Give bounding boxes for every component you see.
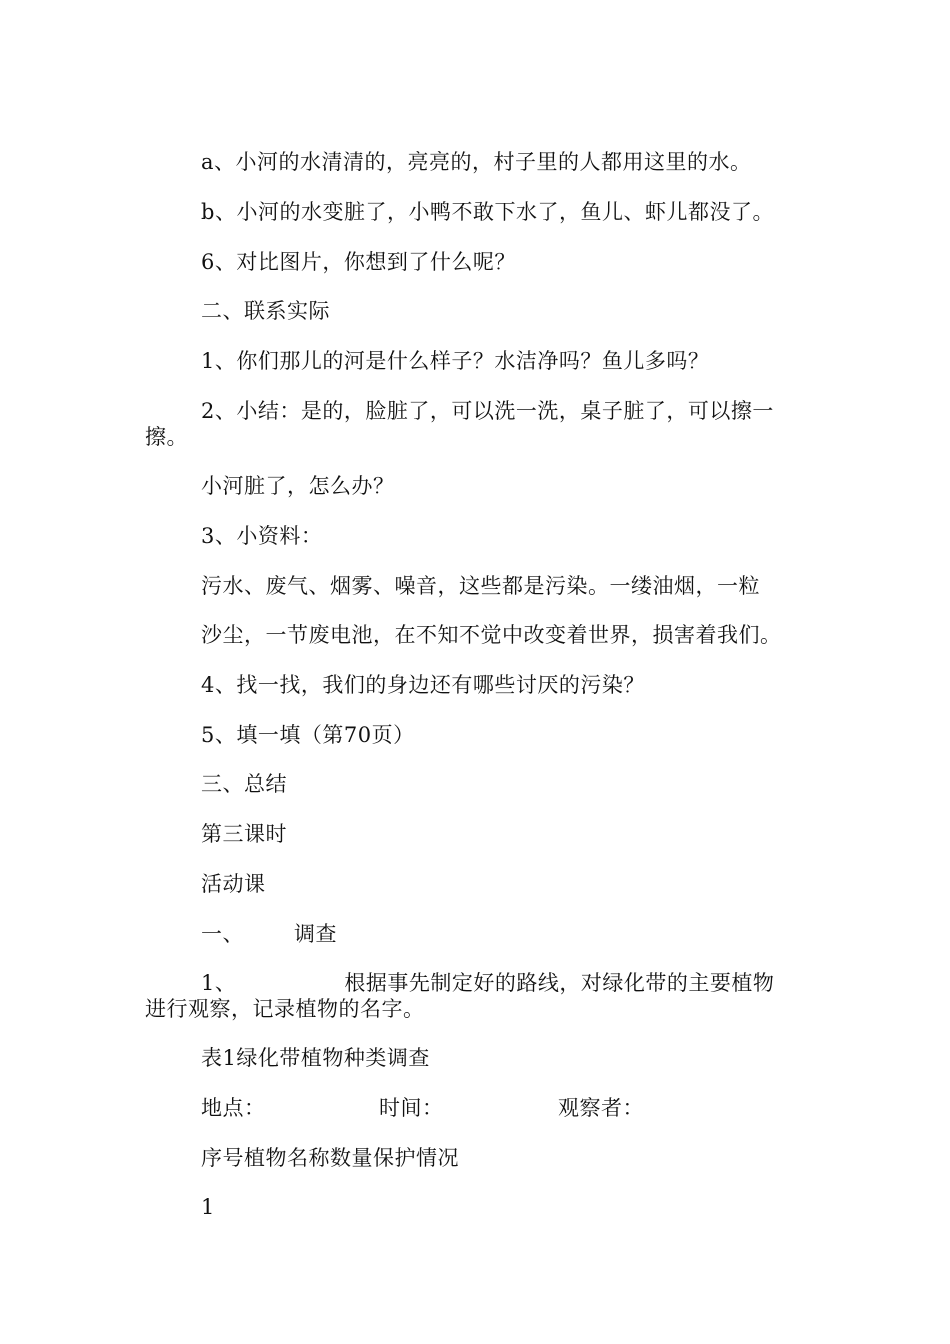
- paragraph-b: b、小河的水变脏了，小鸭不敢下水了，鱼儿、虾儿都没了。: [201, 200, 774, 224]
- step-text: 根据事先制定好的路线，对绿化带的主要植物: [344, 971, 775, 995]
- item-6: 6、对比图片，你想到了什么呢？: [201, 250, 516, 274]
- survey-step-1-line2: 进行观察，记录植物的名字。: [145, 997, 425, 1021]
- activity-title: 活动课: [201, 872, 266, 896]
- item-2-line1: 2、小结：是的，脸脏了，可以洗一洗，桌子脏了，可以擦一: [201, 399, 774, 423]
- table-row-1: 1: [201, 1195, 215, 1219]
- item-4: 4、找一找，我们的身边还有哪些讨厌的污染？: [201, 673, 645, 697]
- survey-step-1-line1: [201, 970, 774, 996]
- location-label: 地点：: [201, 1096, 266, 1120]
- survey-heading: [201, 921, 337, 947]
- item-3: 3、小资料：: [201, 524, 323, 548]
- step-number: 1、: [201, 971, 237, 995]
- lesson-title: 第三课时: [201, 822, 287, 846]
- paragraph-a: a、小河的水清清的，亮亮的，村子里的人都用这里的水。: [201, 150, 752, 174]
- question-line: 小河脏了，怎么办？: [201, 474, 395, 498]
- survey-number: 一、: [201, 922, 244, 946]
- info-line-2: 沙尘，一节废电池，在不知不觉中改变着世界，损害着我们。: [201, 623, 782, 647]
- observer-label: 观察者：: [558, 1096, 644, 1120]
- item-2-line2: 擦。: [145, 425, 188, 449]
- table-caption: 表1绿化带植物种类调查: [201, 1046, 430, 1070]
- info-line-1: 污水、废气、烟雾、噪音，这些都是污染。一缕油烟，一粒: [201, 574, 760, 598]
- section-heading-2: 二、联系实际: [201, 299, 330, 323]
- survey-label: 调查: [294, 922, 337, 946]
- table-header-row: 序号植物名称数量保护情况: [201, 1146, 459, 1170]
- section-heading-3: 三、总结: [201, 772, 287, 796]
- item-1: 1、你们那儿的河是什么样子？水洁净吗？鱼儿多吗？: [201, 349, 710, 373]
- item-5: 5、填一填（第70页）: [201, 723, 415, 747]
- time-label: 时间：: [379, 1096, 444, 1120]
- form-fields-row: [201, 1095, 821, 1121]
